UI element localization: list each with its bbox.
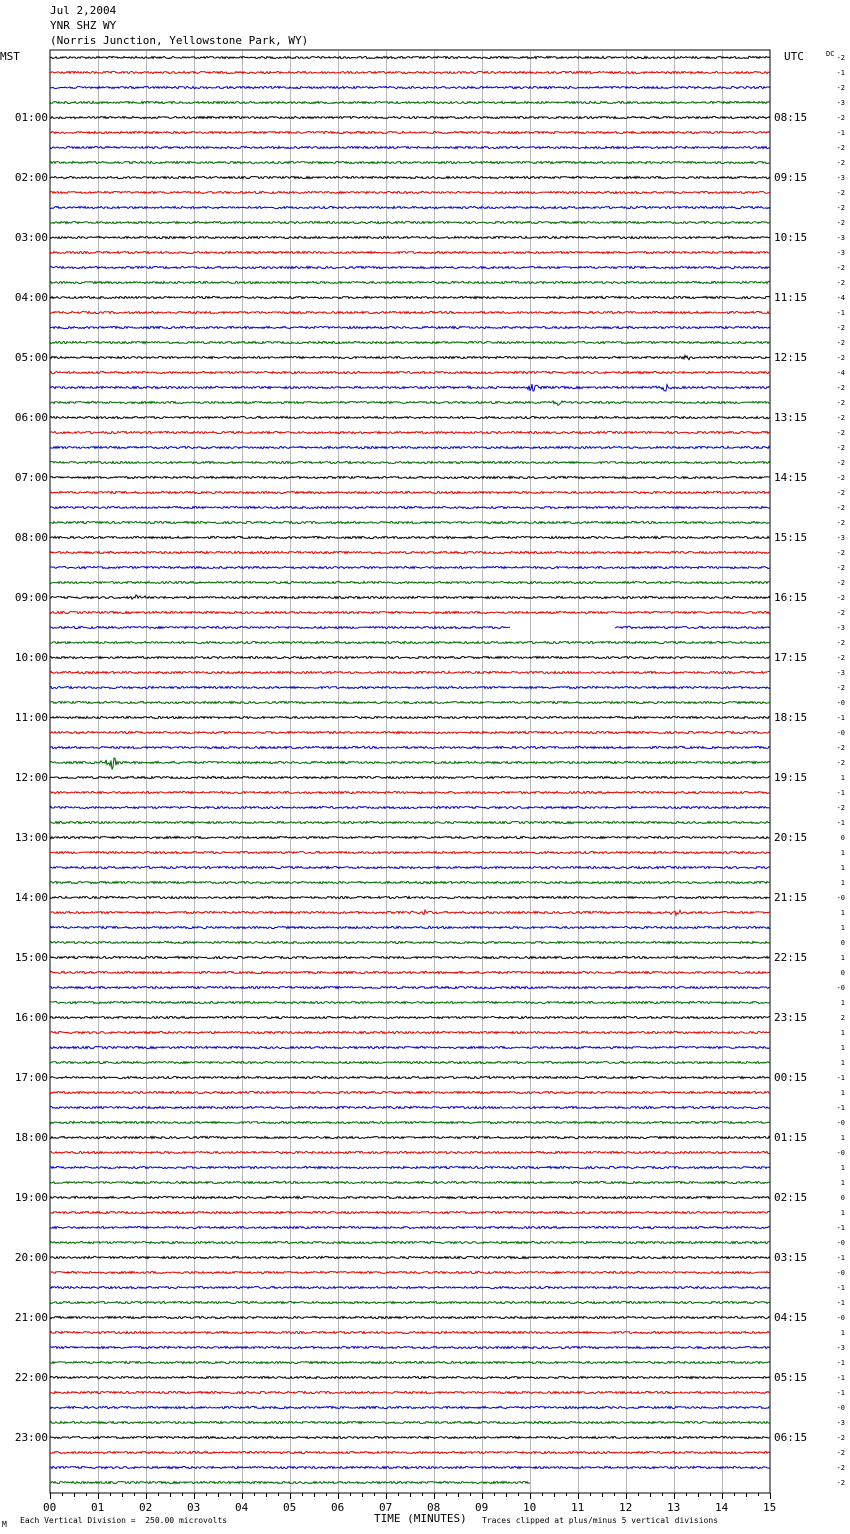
dc-offset-label: -2 xyxy=(836,188,845,197)
dc-offset-label: 1 xyxy=(840,1163,845,1172)
dc-offset-label: -2 xyxy=(836,83,845,92)
dc-offset-label: -0 xyxy=(836,698,845,707)
utc-hour-label: 18:15 xyxy=(774,710,808,724)
seismic-trace xyxy=(50,236,770,238)
dc-offset-label: -1 xyxy=(836,1253,845,1262)
dc-offset-label: -2 xyxy=(836,743,845,752)
seismic-trace xyxy=(50,1226,770,1228)
dc-offset-label: -1 xyxy=(836,1373,845,1382)
dc-offset-label: -2 xyxy=(836,443,845,452)
x-tick-label: 06 xyxy=(331,1501,345,1514)
dc-offset-label: -2 xyxy=(836,548,845,557)
seismic-trace xyxy=(50,521,770,523)
x-tick-label: 07 xyxy=(379,1501,393,1514)
seismic-trace xyxy=(50,641,770,643)
mst-hour-label: 11:00 xyxy=(14,710,48,724)
dc-offset-label: -1 xyxy=(836,713,845,722)
utc-hour-label: 19:15 xyxy=(774,770,808,784)
dc-offset-label: -2 xyxy=(836,563,845,572)
seismic-trace xyxy=(50,956,770,958)
mst-hour-label: 07:00 xyxy=(14,470,48,484)
x-tick-label: 08 xyxy=(427,1501,441,1514)
seismic-trace xyxy=(50,1286,770,1288)
mst-hour-label: 21:00 xyxy=(14,1310,48,1324)
dc-offset-label: -2 xyxy=(836,593,845,602)
seismic-trace xyxy=(50,671,770,673)
dc-offset-label: -1 xyxy=(836,308,845,317)
dc-offset-label: -2 xyxy=(836,683,845,692)
seismic-trace xyxy=(50,1031,770,1033)
seismic-trace xyxy=(50,86,770,88)
seismic-trace xyxy=(50,1211,770,1213)
seismic-trace xyxy=(50,446,770,448)
seismic-trace xyxy=(50,791,770,793)
mst-hour-label: 17:00 xyxy=(14,1070,48,1084)
seismic-trace xyxy=(50,116,770,118)
dc-offset-label: -1 xyxy=(836,1283,845,1292)
mst-hour-label: 03:00 xyxy=(14,230,48,244)
dc-offset-label: -0 xyxy=(836,728,845,737)
mst-hour-label: 16:00 xyxy=(14,1010,48,1024)
dc-offset-label: -3 xyxy=(836,233,845,242)
seismic-trace xyxy=(50,416,770,418)
seismic-trace xyxy=(50,536,770,538)
dc-offset-label: -2 xyxy=(836,323,845,332)
dc-offset-label: -2 xyxy=(836,113,845,122)
dc-offset-label: -0 xyxy=(836,1148,845,1157)
seismic-trace xyxy=(50,266,770,268)
utc-hour-label: 04:15 xyxy=(774,1310,808,1324)
dc-offset-label: -3 xyxy=(836,668,845,677)
dc-offset-label: -1 xyxy=(836,128,845,137)
dc-offset-label: 1 xyxy=(840,1328,845,1337)
seismic-trace xyxy=(50,1316,770,1318)
dc-offset-label: 1 xyxy=(840,878,845,887)
seismic-trace xyxy=(50,341,770,343)
seismic-trace xyxy=(50,611,770,613)
seismic-trace xyxy=(50,1271,770,1273)
station-code: YNR SHZ WY xyxy=(50,19,117,32)
dc-offset-label: -2 xyxy=(836,638,845,647)
footer-mark: M xyxy=(2,1520,7,1529)
seismic-trace xyxy=(50,1136,770,1138)
utc-hour-label: 13:15 xyxy=(774,410,808,424)
seismic-trace xyxy=(50,731,770,733)
dc-offset-label: -1 xyxy=(836,1103,845,1112)
dc-offset-label: 1 xyxy=(840,773,845,782)
seismic-trace xyxy=(50,776,770,778)
seismic-trace xyxy=(50,1016,770,1018)
seismic-trace xyxy=(50,910,770,915)
utc-hour-label: 02:15 xyxy=(774,1190,808,1204)
dc-offset-label: -3 xyxy=(836,1343,845,1352)
utc-hour-label: 22:15 xyxy=(774,950,808,964)
seismic-trace xyxy=(50,1001,770,1003)
seismic-trace xyxy=(50,1241,770,1243)
seismic-trace xyxy=(50,1061,770,1063)
seismic-trace xyxy=(50,131,770,133)
dc-offset-header: DC xyxy=(826,50,835,58)
dc-offset-label: -2 xyxy=(836,338,845,347)
seismic-trace xyxy=(50,401,770,406)
seismic-trace xyxy=(50,821,770,823)
dc-offset-label: 1 xyxy=(840,923,845,932)
seismic-trace xyxy=(50,686,770,688)
x-tick-label: 02 xyxy=(139,1501,153,1514)
mst-hour-label: 09:00 xyxy=(14,590,48,604)
dc-offset-label: 1 xyxy=(840,998,845,1007)
dc-offset-label: -2 xyxy=(836,218,845,227)
mst-hour-label: 22:00 xyxy=(14,1370,48,1384)
seismic-trace xyxy=(50,866,770,868)
seismic-trace xyxy=(50,281,770,283)
dc-offset-label: 1 xyxy=(840,1088,845,1097)
dc-offset-label: 1 xyxy=(840,1178,845,1187)
utc-hour-label: 23:15 xyxy=(774,1010,808,1024)
utc-zone-label: UTC xyxy=(784,50,804,63)
seismic-trace xyxy=(50,701,770,703)
seismic-trace xyxy=(50,221,770,223)
dc-offset-label: -3 xyxy=(836,98,845,107)
station-location: (Norris Junction, Yellowstone Park, WY) xyxy=(50,34,309,47)
mst-hour-label: 23:00 xyxy=(14,1430,48,1444)
mst-hour-label: 12:00 xyxy=(14,770,48,784)
dc-offset-label: -2 xyxy=(836,503,845,512)
seismic-trace xyxy=(50,1301,770,1303)
dc-offset-label: -4 xyxy=(836,293,845,302)
utc-hour-label: 14:15 xyxy=(774,470,808,484)
dc-offset-label: -0 xyxy=(836,1403,845,1412)
mst-hour-label: 14:00 xyxy=(14,890,48,904)
dc-offset-label: -3 xyxy=(836,1418,845,1427)
x-tick-label: 00 xyxy=(43,1501,57,1514)
mst-hour-label: 05:00 xyxy=(14,350,48,364)
seismic-trace xyxy=(50,971,770,973)
dc-offset-label: -1 xyxy=(836,1388,845,1397)
seismic-trace xyxy=(50,758,770,770)
seismic-trace xyxy=(50,506,770,508)
seismic-trace xyxy=(50,566,770,568)
seismic-trace xyxy=(50,1046,770,1048)
dc-offset-label: -1 xyxy=(836,818,845,827)
dc-offset-label: -2 xyxy=(836,473,845,482)
seismic-trace xyxy=(50,1376,770,1378)
seismic-trace xyxy=(50,1466,770,1468)
seismic-trace xyxy=(50,146,770,148)
plot-date: Jul 2,2004 xyxy=(50,4,117,17)
utc-hour-label: 11:15 xyxy=(774,290,808,304)
seismic-trace xyxy=(50,1151,770,1153)
x-tick-label: 15 xyxy=(763,1501,777,1514)
utc-hour-label: 17:15 xyxy=(774,650,808,664)
dc-offset-label: -2 xyxy=(836,413,845,422)
seismic-trace xyxy=(50,1331,770,1333)
seismic-trace xyxy=(50,1451,770,1453)
utc-hour-label: 10:15 xyxy=(774,230,808,244)
seismic-trace xyxy=(50,1361,770,1363)
x-tick-label: 14 xyxy=(715,1501,729,1514)
seismic-trace xyxy=(50,431,770,433)
dc-offset-label: -2 xyxy=(836,518,845,527)
dc-offset-label: -1 xyxy=(836,1358,845,1367)
mst-hour-label: 20:00 xyxy=(14,1250,48,1264)
utc-hour-label: 05:15 xyxy=(774,1370,808,1384)
dc-offset-label: 1 xyxy=(840,908,845,917)
seismic-trace xyxy=(50,1166,770,1168)
seismic-trace xyxy=(50,251,770,253)
dc-offset-label: -2 xyxy=(836,353,845,362)
seismic-trace xyxy=(50,1391,770,1393)
dc-offset-label: -3 xyxy=(836,533,845,542)
x-tick-label: 09 xyxy=(475,1501,489,1514)
x-tick-label: 03 xyxy=(187,1501,201,1514)
seismic-trace xyxy=(50,1106,770,1108)
x-tick-label: 01 xyxy=(91,1501,105,1514)
x-axis-title: TIME (MINUTES) xyxy=(374,1512,467,1525)
seismic-trace xyxy=(50,746,770,748)
utc-hour-label: 16:15 xyxy=(774,590,808,604)
seismic-trace xyxy=(50,1346,770,1348)
seismic-trace xyxy=(50,1121,770,1123)
dc-offset-label: -0 xyxy=(836,1313,845,1322)
dc-offset-label: -0 xyxy=(836,1118,845,1127)
seismic-trace xyxy=(50,851,770,853)
seismic-trace xyxy=(50,1076,770,1078)
utc-hour-label: 09:15 xyxy=(774,170,808,184)
dc-offset-label: -2 xyxy=(836,158,845,167)
dc-offset-label: 1 xyxy=(840,1133,845,1142)
seismic-trace xyxy=(50,161,770,163)
seismic-trace xyxy=(50,941,770,943)
dc-offset-label: -2 xyxy=(836,53,845,62)
seismic-trace xyxy=(50,191,770,193)
seismic-trace xyxy=(50,1256,770,1258)
x-tick-label: 11 xyxy=(571,1501,585,1514)
seismic-trace xyxy=(50,1196,770,1198)
seismic-trace xyxy=(50,926,770,928)
seismic-trace xyxy=(50,881,770,883)
dc-offset-label: 1 xyxy=(840,953,845,962)
seismic-trace xyxy=(50,206,770,208)
dc-offset-label: -2 xyxy=(836,398,845,407)
utc-hour-label: 00:15 xyxy=(774,1070,808,1084)
dc-offset-label: -2 xyxy=(836,383,845,392)
seismic-trace xyxy=(50,371,770,373)
dc-offset-label: -1 xyxy=(836,788,845,797)
seismic-trace xyxy=(50,1421,770,1423)
seismic-trace xyxy=(50,716,770,718)
seismic-trace xyxy=(50,384,770,391)
x-tick-label: 04 xyxy=(235,1501,249,1514)
dc-offset-label: -2 xyxy=(836,458,845,467)
dc-offset-label: -1 xyxy=(836,1298,845,1307)
dc-offset-label: -2 xyxy=(836,803,845,812)
dc-offset-label: -1 xyxy=(836,1223,845,1232)
dc-offset-label: 1 xyxy=(840,1058,845,1067)
seismic-trace xyxy=(50,355,770,359)
mst-hour-label: 15:00 xyxy=(14,950,48,964)
mst-hour-label: 04:00 xyxy=(14,290,48,304)
dc-offset-label: -0 xyxy=(836,893,845,902)
seismic-trace xyxy=(50,896,770,898)
seismic-trace xyxy=(50,581,770,583)
dc-offset-label: -2 xyxy=(836,1448,845,1457)
dc-offset-label: -2 xyxy=(836,578,845,587)
utc-hour-label: 06:15 xyxy=(774,1430,808,1444)
dc-offset-label: -0 xyxy=(836,1238,845,1247)
seismic-trace xyxy=(50,986,770,988)
mst-hour-label: 19:00 xyxy=(14,1190,48,1204)
x-tick-label: 13 xyxy=(667,1501,681,1514)
utc-hour-label: 15:15 xyxy=(774,530,808,544)
seismic-trace xyxy=(50,296,770,298)
seismic-trace xyxy=(50,656,770,658)
dc-offset-label: -1 xyxy=(836,1073,845,1082)
seismic-trace xyxy=(50,626,770,628)
dc-offset-label: 1 xyxy=(840,1043,845,1052)
dc-offset-label: -2 xyxy=(836,488,845,497)
dc-offset-label: 1 xyxy=(840,863,845,872)
mst-hour-label: 13:00 xyxy=(14,830,48,844)
mst-hour-label: 10:00 xyxy=(14,650,48,664)
dc-offset-label: -2 xyxy=(836,1463,845,1472)
dc-offset-label: -2 xyxy=(836,1478,845,1487)
seismic-trace xyxy=(50,551,770,553)
seismic-trace xyxy=(50,176,770,178)
plot-frame xyxy=(50,50,770,1493)
dc-offset-label: -2 xyxy=(836,143,845,152)
mst-hour-label: 06:00 xyxy=(14,410,48,424)
utc-hour-label: 01:15 xyxy=(774,1130,808,1144)
dc-offset-label: -0 xyxy=(836,983,845,992)
dc-offset-label: -3 xyxy=(836,248,845,257)
mst-hour-label: 18:00 xyxy=(14,1130,48,1144)
seismic-trace xyxy=(50,1436,770,1438)
seismic-trace xyxy=(50,1406,770,1408)
x-tick-label: 12 xyxy=(619,1501,633,1514)
seismic-trace xyxy=(50,326,770,328)
seismic-trace xyxy=(50,311,770,313)
seismic-trace xyxy=(50,101,770,103)
seismic-trace xyxy=(50,491,770,493)
clip-note: Traces clipped at plus/minus 5 vertical divisions xyxy=(482,1516,719,1525)
utc-hour-label: 08:15 xyxy=(774,110,808,124)
mst-hour-label: 01:00 xyxy=(14,110,48,124)
vertical-scale-note: Each Vertical Division = 250.00 microvolts xyxy=(20,1516,228,1525)
seismic-trace xyxy=(50,71,770,73)
seismic-trace xyxy=(50,836,770,838)
dc-offset-label: 1 xyxy=(840,1208,845,1217)
dc-offset-label: 0 xyxy=(840,968,845,977)
utc-hour-label: 20:15 xyxy=(774,830,808,844)
dc-offset-label: -3 xyxy=(836,173,845,182)
dc-offset-label: -2 xyxy=(836,263,845,272)
seismic-trace xyxy=(50,1181,770,1183)
seismic-trace xyxy=(50,1091,770,1093)
seismic-trace xyxy=(50,461,770,463)
mst-zone-label: MST xyxy=(0,50,20,63)
x-tick-label: 10 xyxy=(523,1501,537,1514)
utc-hour-label: 21:15 xyxy=(774,890,808,904)
x-tick-label: 05 xyxy=(283,1501,297,1514)
seismic-trace xyxy=(50,476,770,478)
dc-offset-label: -0 xyxy=(836,1268,845,1277)
dc-offset-label: 1 xyxy=(840,1028,845,1037)
dc-offset-label: -2 xyxy=(836,608,845,617)
dc-offset-label: -2 xyxy=(836,758,845,767)
dc-offset-label: -3 xyxy=(836,623,845,632)
dc-offset-label: -1 xyxy=(836,68,845,77)
dc-offset-label: -2 xyxy=(836,428,845,437)
utc-hour-label: 03:15 xyxy=(774,1250,808,1264)
dc-offset-label: -2 xyxy=(836,278,845,287)
dc-offset-label: -2 xyxy=(836,653,845,662)
dc-offset-label: -4 xyxy=(836,368,845,377)
dc-offset-label: 2 xyxy=(840,1013,845,1022)
seismic-trace xyxy=(50,595,770,599)
dc-offset-label: -2 xyxy=(836,203,845,212)
mst-hour-label: 02:00 xyxy=(14,170,48,184)
dc-offset-label: 0 xyxy=(840,1193,845,1202)
dc-offset-label: 0 xyxy=(840,938,845,947)
dc-offset-label: 1 xyxy=(840,848,845,857)
dc-offset-label: -2 xyxy=(836,1433,845,1442)
seismic-trace xyxy=(50,1481,530,1483)
seismic-trace xyxy=(50,56,770,58)
seismic-trace xyxy=(50,806,770,808)
utc-hour-label: 12:15 xyxy=(774,350,808,364)
mst-hour-label: 08:00 xyxy=(14,530,48,544)
dc-offset-label: 0 xyxy=(840,833,845,842)
